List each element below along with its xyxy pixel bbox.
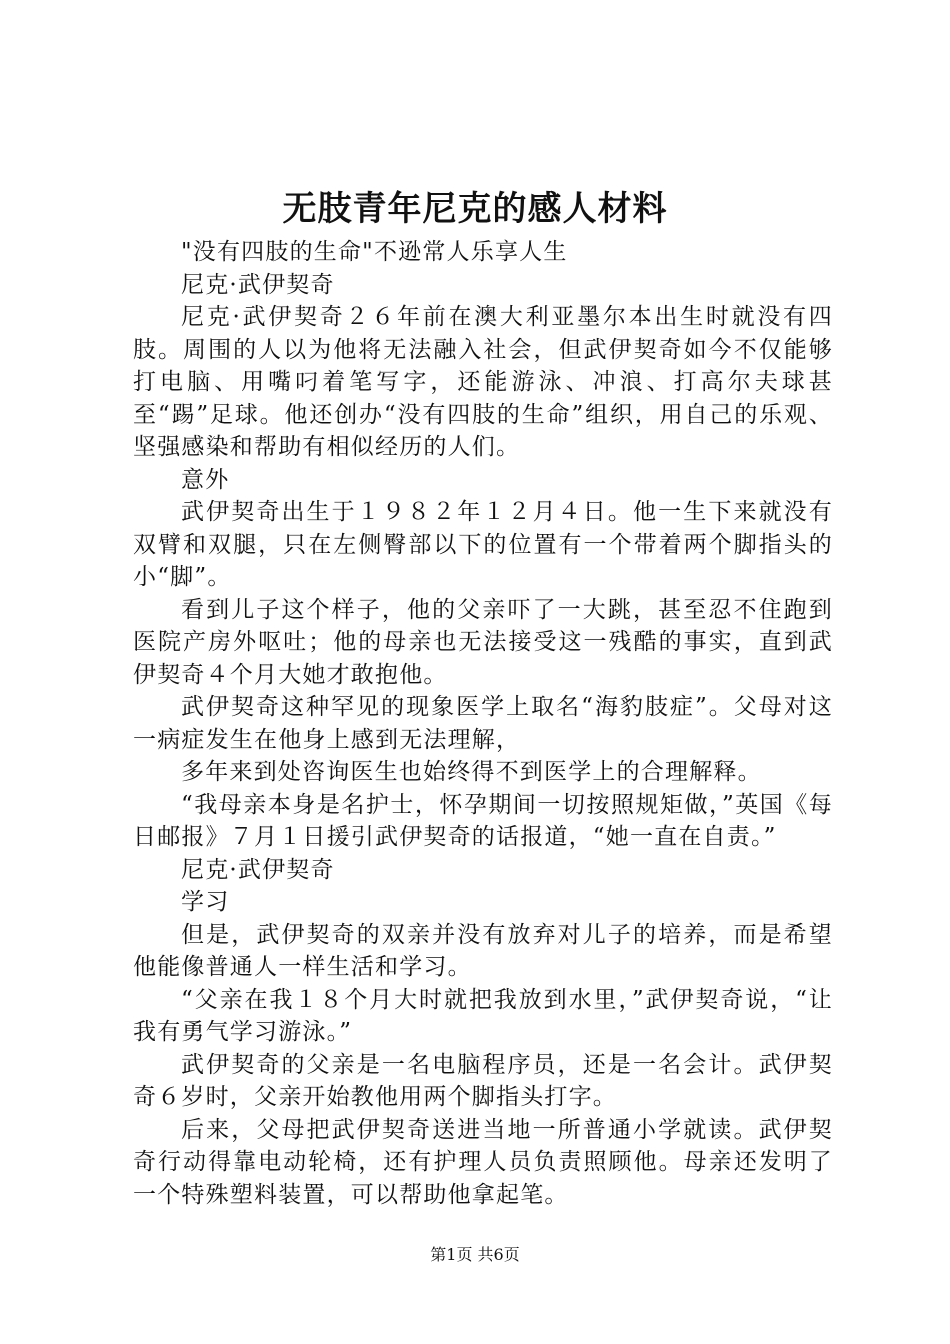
- paragraph: “我母亲本身是名护士，怀孕期间一切按照规矩做，”英国《每日邮报》７月１日援引武伊契奇的话报道，“她一直在自责。”: [133, 791, 833, 850]
- section-heading: 意外: [181, 466, 230, 493]
- paragraph: "没有四肢的生命"不逊常人乐享人生: [181, 239, 568, 265]
- paragraph: 武伊契奇出生于１９８２年１２月４日。他一生下来就没有双臂和双腿，只在左侧臀部以下的位置有一个带着两个脚指头的小“脚”。: [133, 499, 833, 590]
- paragraph: 武伊契奇的父亲是一名电脑程序员，还是一名会计。武伊契奇６岁时，父亲开始教他用两个脚指头打字。: [133, 1051, 833, 1110]
- paragraph: 武伊契奇这种罕见的现象医学上取名“海豹肢症”。父母对这一病症发生在他身上感到无法理解，: [133, 694, 833, 753]
- paragraph: 尼克·武伊契奇２６年前在澳大利亚墨尔本出生时就没有四肢。周围的人以为他将无法融入社会，但武伊契奇如今不仅能够打电脑、用嘴叼着笔写字，还能游泳、冲浪、打高尔夫球甚至“踢”足球。他还创办“没有四肢的生命”组织，用自己的乐观、坚强感染和帮助有相似经历的人们。: [133, 304, 833, 460]
- paragraph: 尼克·武伊契奇: [181, 271, 335, 298]
- page-footer: 第1页 共6页: [430, 1245, 520, 1264]
- paragraph: 多年来到处咨询医生也始终得不到医学上的合理解释。: [181, 759, 762, 785]
- paragraph: 但是，武伊契奇的双亲并没有放弃对儿子的培养，而是希望他能像普通人一样生活和学习。: [133, 921, 833, 980]
- paragraph: 后来，父母把武伊契奇送进当地一所普通小学就读。武伊契奇行动得靠电动轮椅，还有护理人员负责照顾他。母亲还发明了一个特殊塑料装置，可以帮助他拿起笔。: [133, 1116, 833, 1208]
- document-body: [133, 236, 833, 1211]
- paragraph: 尼克·武伊契奇: [181, 856, 335, 883]
- document-title: 无肢青年尼克的感人材料: [282, 189, 668, 229]
- section-heading: 学习: [181, 889, 230, 915]
- paragraph: “父亲在我１８个月大时就把我放到水里，”武伊契奇说，“让我有勇气学习游泳。”: [133, 986, 833, 1045]
- paragraph: 看到儿子这个样子，他的父亲吓了一大跳，甚至忍不住跑到医院产房外呕吐；他的母亲也无法接受这一残酷的事实，直到武伊契奇４个月大她才敢抱他。: [133, 596, 833, 688]
